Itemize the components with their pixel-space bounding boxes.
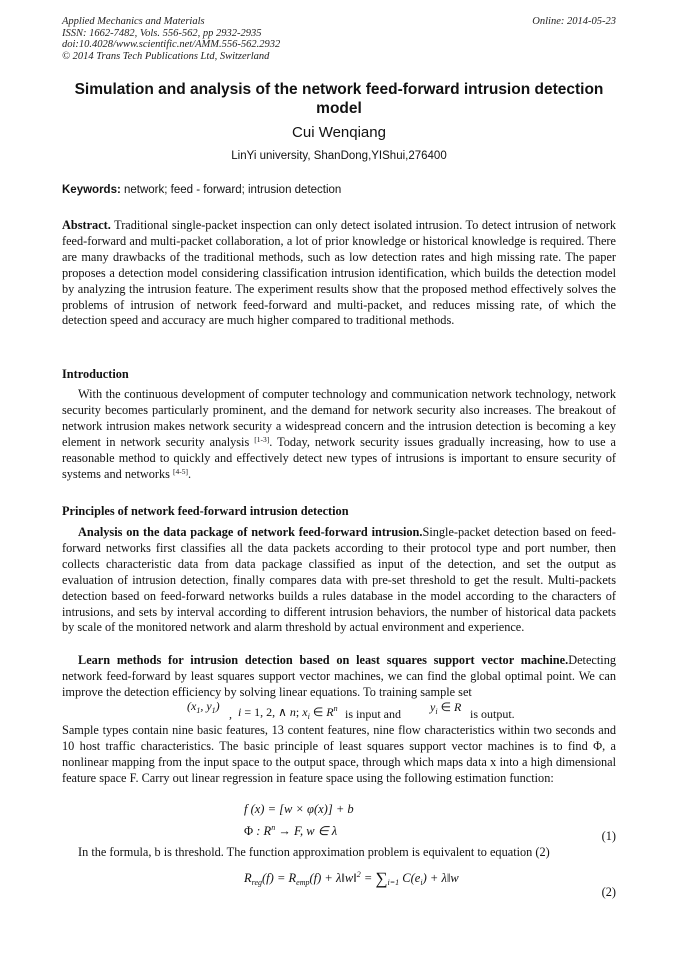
abstract-label: Abstract. [62,218,111,232]
citation-1-3: [1-3] [254,434,270,444]
keywords-label: Keywords: [62,184,121,196]
intro-heading: Introduction [62,367,129,381]
journal-header [62,16,616,62]
math-output: $y_i$ ∈ R [430,700,462,716]
intro-paragraph: With the continuous development of computer technology and communication network technology, network security becomes particularly prominent, and the demand for network security also increases. The breakout of network intrusion makes network security a widespread concern and the intrusion detection is becoming a key element in network security analysis [1-3]. Today, network security issues gradually increasing, how to use a reasonable method to quickly and effectively detect new types of intrusions is important to ensure security of systems and networks [4-5]. [62,387,616,481]
principles-paragraph-1: Analysis on the data package of network feed-forward intrusion.Single-packet detection based on feed-forward networks first classifies all the data packets according to their protocol type and port number, then collects characteristic data from data package classified as input of the detection, and set the output as evaluation of intrusion detection, finally compares data with pre-set threshold to get the result. Multi-packets detection based on feed-forward networks builds a rules database in the model according to the characters of intrusions, and sets by interval according to different intrusion behaviors, the number of historical data packets by scale of the monitored network and alarm threshold by actual environment and experience. [62,525,616,635]
principles-paragraph-2-cont: Sample types contain nine basic features, 13 content features, nine flow characteristics within two seconds and 10 host traffic characteristics. The basic principle of least squares support vector machines is to find Φ, a nonlinear mapping from the input space to the output space, through which maps data x into a high dimensional feature space F. Carry out linear regression in feature space using the following estimation function: [62,723,616,785]
input-label: is input and [345,707,401,721]
doi-line: doi:10.4028/www.scientific.net/AMM.556-562.2932 [62,39,281,51]
abstract-text: Traditional single-packet inspection can only detect isolated intrusion. To detect intrusion of network feed-forward and multi-packet collaboration, a lot of prior knowledge or historical knowledge is required. There are many drawbacks of the traditional methods, such as low detection rates and high missing rate. The paper proposes a detection model considering classification intrusion identification, which builds the detection model by analyzing the intrusion feature. The experiment results show that the proposed method effectively solves the problems of intrusion of network feed-forward and multi-packet, and reduces missing rate, of which the detection speed and accuracy are much higher compared to traditional methods. [62,218,616,328]
keywords [62,184,616,196]
math-sample-pair: ($x_1$, $y_1$) [187,699,220,715]
paper-author: Cui Wenqiang [292,124,386,141]
paper-title: Simulation and analysis of the network feed-forward intrusion detection model [74,81,604,117]
keywords-text: network; feed - forward; intrusion detection [124,184,342,196]
equation-2-number: (2) [601,885,616,899]
principles-paragraph-2: Learn methods for intrusion detection based on least squares support vector machine.Detecting network feed-forward by least squares support vector machines, we can find the global optimal point. We can improve the detection efficiency by solving linear equations. To training sample set [62,653,616,699]
abstract [62,218,616,329]
subheading-lssvm: Learn methods for intrusion detection based on least squares support vector machine. [78,653,569,667]
equation-1b: Φ : $R^n \to F$, w ∈ λ [244,823,338,838]
online-date: Online: 2014-05-23 [532,16,616,27]
issn-line: ISSN: 1662-7482, Vols. 556-562, pp 2932-2935 [62,27,262,39]
phi-symbol: Φ [593,738,603,753]
equation-1-number: (1) [601,829,616,843]
paper-page: Applied Mechanics and Materials ISSN: 1662-7482, Vols. 556-562, pp 2932-2935 doi:10.4028/www.scientific.net/AMM.556-562.2932 © 2014 Trans Tech Publications Ltd, Switzerland Online: 2014-05-23 Simulation and analysis of the network feed-forward intrusion detection model Cui Wenqiang LinYi university, ShanDong,YIShui,276400 Keywords: network; feed - forward; intrusion detection Abstract. Traditional single-packet inspection can only detect isolated intrusion. To detect intrusion of network feed-forward and multi-packet collaboration, a lot of prior knowledge or historical knowledge is required. There are many drawbacks of the traditional methods, such as low detection rates and high missing rate. The paper proposes a detection model considering classification intrusion identification, which builds the detection model by analyzing the intrusion feature. The experiment results show that the proposed method effectively solves the problems of intrusion of network feed-forward and multi-packet, and reduces missing rate, of which the detection speed and accuracy are much higher compared to traditional methods. Introduction With the continuous development of computer technology and communication network technology, network security becomes particularly prominent, and the demand for network security also increases. The breakout of network intrusion makes network security a widespread concern and the intrusion detection is becoming a key element in network security analysis [1-3]. Today, network security issues gradually increasing, how to use a reasonable method to quickly and effectively detect new types of intrusions is important to ensure security of systems and networks [4-5]. Principles of network feed-forward intrusion detection Analysis on the data package of network feed-forward intrusion.Single-packet detection based on feed-forward networks first classifies all the data packets according to their protocol type and port number, then collects characteristic data from data package classified as input of the detection, and set the output as evaluation of intrusion detection, finally compares data with pre-set threshold to get the result. Multi-packets detection based on feed-forward networks builds a rules database in the model according to the characters of intrusions, and sets by interval according to different intrusion behaviors, the number of historical data packets by scale of the monitored network and alarm threshold by actual environment and experience. Learn methods for intrusion detection based on least squares support vector machine.Detecting network feed-forward by least squares support vector machines, we can find the global optimal point. We can improve the detection efficiency by solving linear equations. To training sample set ($x_1$, $y_1$) , i = 1, 2, ∧ n; $x_i$ ∈ $R^n$ is input and $y_i$ ∈ R is output. Sample types contain nine basic features, 13 content features, nine flow characteristics within two seconds and 10 host traffic characteristics. The basic principle of least squares support vector machines is to find Φ, a nonlinear mapping from the input space to the output space, through which maps data x into a high dimensional feature space F. Carry out linear regression in feature space using the following estimation function: f (x) = [w × φ(x)] + b Φ : $R^n \to F$, w ∈ λ (1) In the formula, b is threshold. The function approximation problem is equivalent to equation (2) $R_{reg}(f) = R_{emp}(f)$ + λ‖w‖$^2$ = $\sum_{i=1}$ $C(e_i)$ + λ‖w (2) [62,16,616,899]
citation-4-5: [4-5] [173,466,189,476]
equation-2: $R_{reg}(f) = R_{emp}(f)$ + λ‖w‖$^2$ = $\sum_{i=1}$ $C(e_i)$ + λ‖w [244,869,459,888]
author-affiliation: LinYi university, ShanDong,YIShui,276400 [231,150,447,162]
output-label: is output. [470,707,515,721]
math-index-range: i = 1, 2, ∧ n; $x_i$ ∈ $R^n$ [238,704,338,721]
equation-1a: f (x) = [w × φ(x)] + b [244,802,354,816]
subheading-data-package: Analysis on the data package of network feed-forward intrusion. [78,525,423,539]
principles-heading: Principles of network feed-forward intrusion detection [62,504,349,518]
journal-name: Applied Mechanics and Materials [62,16,205,27]
formula-note: In the formula, b is threshold. The function approximation problem is equivalent to equation (2) [78,845,550,859]
copyright-line: © 2014 Trans Tech Publications Ltd, Switzerland [62,50,270,62]
